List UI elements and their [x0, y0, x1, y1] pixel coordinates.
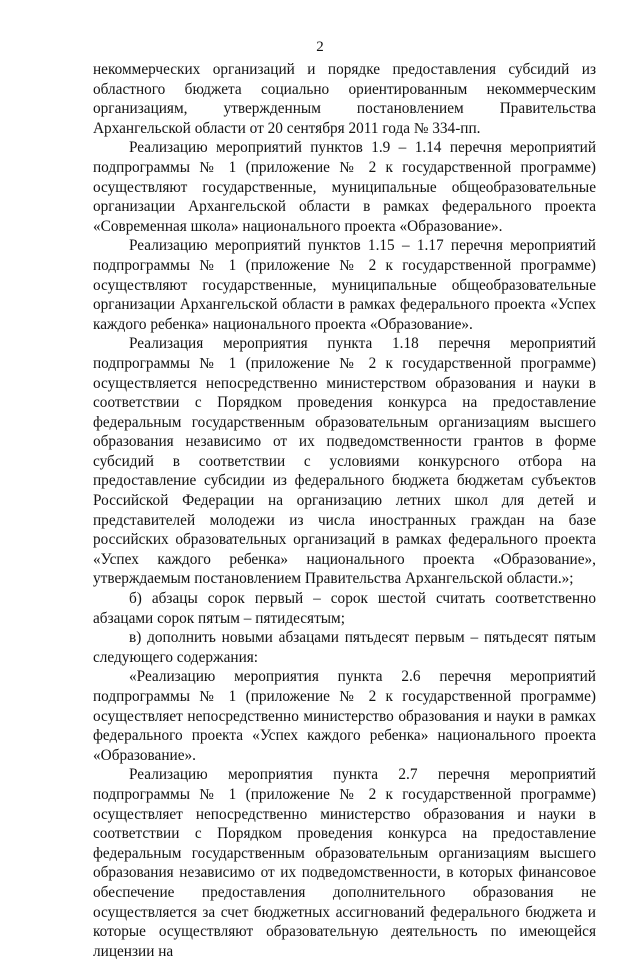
paragraph-5: б) абзацы сорок первый – сорок шестой считать соответственно абзацами сорок пятым – пятидесятым;	[93, 590, 596, 627]
paragraph-2: Реализацию мероприятий пунктов 1.9 – 1.14 перечня мероприятий подпрограммы № 1 (приложение № 2 к государственной программе) осуществляют государственные, муниципальные общеобразовательные организации Архангельской области в рамках федерального проекта «Современная школа» национального проекта «Образование».	[93, 139, 596, 235]
paragraph-7: «Реализацию мероприятия пункта 2.6 перечня мероприятий подпрограммы № 1 (приложение № 2 к государственной программе) осуществляет непосредственно министерство образования и науки в рамках федерального проекта «Успех каждого ребенка» национального проекта «Образование».	[93, 668, 596, 764]
paragraph-6: в) дополнить новыми абзацами пятьдесят первым – пятьдесят пятым следующего содержания:	[93, 629, 596, 666]
paragraph-8: Реализацию мероприятия пункта 2.7 перечня мероприятий подпрограммы № 1 (приложение № 2 к государственной программе) осуществляет непосредственно министерство образования и науки в соответствии с Порядком проведения конкурса на предоставление федеральным государственным образовательным организациям высшего образования независимо от их подведомственности, в которых финансовое обеспечение предоставления дополнительного образования не осуществляется за счет бюджетных ассигнований федерального бюджета и которые осуществляют образовательную деятельность по имеющейся лицензии на	[93, 766, 596, 960]
page-number: 2	[316, 39, 324, 55]
paragraph-4: Реализация мероприятия пункта 1.18 перечня мероприятий подпрограммы № 1 (приложение № 2 к государственной программе) осуществляется непосредственно министерством образования и науки в соответствии с Порядком проведения конкурса на предоставление федеральным государственным образовательным организациям высшего образования независимо от их подведомственности грантов в форме субсидий в соответствии с условиями конкурсного отбора на предоставление субсидии из федерального бюджета бюджетам субъектов Российской Федерации на организацию летних школ для детей и представителей молодежи из числа иностранных граждан на базе российских образовательных организаций в рамках федерального проекта «Успех каждого ребенка» национального проекта «Образование», утверждаемым постановлением Правительства Архангельской области.»;	[93, 335, 596, 588]
paragraph-1: некоммерческих организаций и порядке предоставления субсидий из областного бюджета социально ориентированным некоммерческим организациям, утвержденным постановлением Правительства Архангельской области от 20 сентября 2011 года № 334-пп.	[93, 61, 596, 137]
paragraph-3: Реализацию мероприятий пунктов 1.15 – 1.17 перечня мероприятий подпрограммы № 1 (приложение № 2 к государственной программе) осуществляют государственные, муниципальные общеобразовательные организации Архангельской области в рамках федерального проекта «Успех каждого ребенка» национального проекта «Образование».	[93, 237, 596, 333]
document-body	[93, 60, 596, 961]
